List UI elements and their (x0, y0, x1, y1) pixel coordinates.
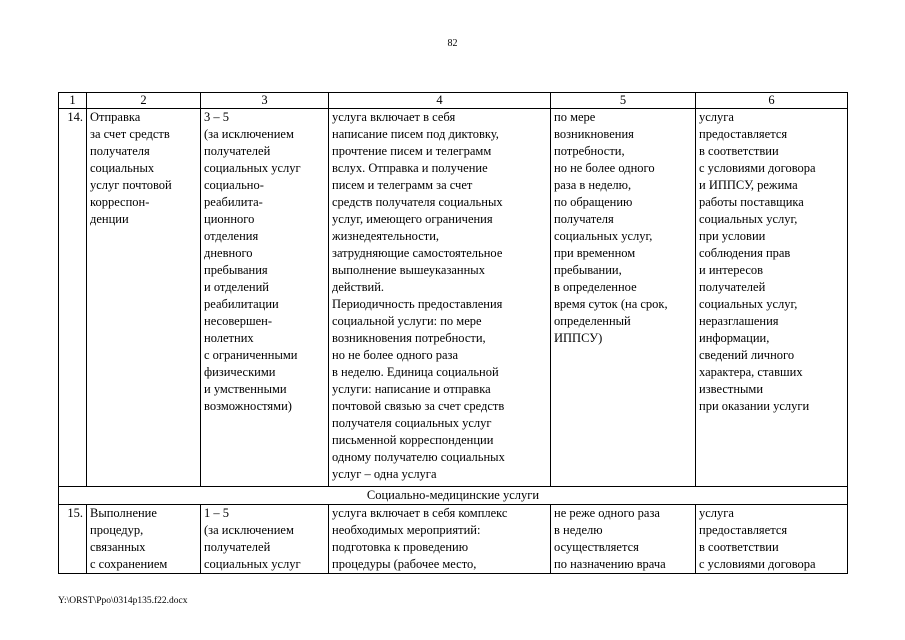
header-cell: 4 (329, 93, 551, 109)
header-cell: 1 (59, 93, 87, 109)
cell-line: социально- (204, 178, 264, 192)
cell-line: по обращению (554, 195, 633, 209)
cell-line: предоставляется (699, 523, 788, 537)
cell-line: нолетних (204, 331, 254, 345)
cell-line: пребывания (204, 263, 268, 277)
cell-line: получателя социальных услуг (332, 416, 492, 430)
cell-line: действий. (332, 280, 385, 294)
cell-line: раза в неделю, (554, 178, 632, 192)
page-number: 82 (447, 38, 458, 49)
cell-line: и интересов (699, 263, 764, 277)
cell-line: написание писем под диктовку, (332, 127, 499, 141)
cell-line: получателя (554, 212, 614, 226)
cell-line: 1 – 5 (204, 506, 229, 520)
cell-line: ционного (204, 212, 255, 226)
cell-line: дневного (204, 246, 253, 260)
cell-line: возникновения (554, 127, 634, 141)
cell-line: информации, (699, 331, 770, 345)
cell-line: неразглашения (699, 314, 779, 328)
cell-line: социальных услуг, (554, 229, 653, 243)
cell-line: пребывании, (554, 263, 622, 277)
cell-line: возможностями) (204, 399, 292, 413)
cell-line: письменной корреспонденции (332, 433, 494, 447)
cell-line: Периодичность предоставления (332, 297, 503, 311)
cell-line: получателя (90, 144, 150, 158)
groups-cell (201, 109, 329, 487)
cell-line: (за исключением (204, 127, 294, 141)
cell-line: но не более одного раза (332, 348, 458, 362)
cell-line: получателей (204, 144, 271, 158)
cell-line: процедуры (рабочее место, (332, 557, 477, 571)
file-path-footer: Y:\ORST\Ppo\0314p135.f22.docx (58, 596, 188, 606)
cell-line: реабилита- (204, 195, 263, 209)
cell-line: получателей (699, 280, 766, 294)
cell-line: за счет средств (90, 127, 170, 141)
cell-line: соблюдения прав (699, 246, 791, 260)
header-cell: 2 (87, 93, 201, 109)
cell-line: услуга (699, 110, 734, 124)
cell-line: выполнение вышеуказанных (332, 263, 485, 277)
conditions-cell (696, 109, 848, 487)
header-cell: 6 (696, 93, 848, 109)
cell-line: процедур, (90, 523, 144, 537)
cell-line: и ИППСУ, режима (699, 178, 798, 192)
row-number: 15. (59, 505, 87, 574)
cell-line: несовершен- (204, 314, 272, 328)
cell-line: получателей (204, 540, 271, 554)
cell-line: в неделю. Единица социальной (332, 365, 499, 379)
section-row (59, 487, 848, 505)
cell-line: с сохранением (90, 557, 168, 571)
cell-line: связанных (90, 540, 146, 554)
cell-line: Отправка (90, 110, 141, 124)
cell-line: в соответствии (699, 540, 779, 554)
cell-line: но не более одного (554, 161, 655, 175)
cell-line: услуга включает в себя комплекс (332, 506, 508, 520)
cell-line: определенный (554, 314, 631, 328)
cell-line: по мере (554, 110, 596, 124)
cell-line: услуги: написание и отправка (332, 382, 491, 396)
groups-cell (201, 505, 329, 574)
cell-line: с условиями договора (699, 557, 816, 571)
cell-line: социальных услуг (204, 161, 301, 175)
cell-line: социальных (90, 161, 155, 175)
table-row (59, 505, 848, 574)
cell-line: социальных услуг, (699, 297, 798, 311)
cell-line: одному получателю социальных (332, 450, 505, 464)
cell-line: с условиями договора (699, 161, 816, 175)
cell-line: (за исключением (204, 523, 294, 537)
cell-line: жизнедеятельности, (332, 229, 440, 243)
cell-line: время суток (на срок, (554, 297, 668, 311)
cell-line: ИППСУ) (554, 331, 603, 345)
cell-line: в неделю (554, 523, 603, 537)
cell-line: подготовка к проведению (332, 540, 469, 554)
cell-line: писем и телеграмм за счет (332, 178, 473, 192)
frequency-cell (551, 505, 696, 574)
cell-line: необходимых мероприятий: (332, 523, 481, 537)
cell-line: услуг почтовой (90, 178, 172, 192)
cell-line: почтовой связью за счет средств (332, 399, 505, 413)
cell-line: социальных услуг (204, 557, 301, 571)
cell-line: работы поставщика (699, 195, 804, 209)
description-cell (329, 109, 551, 487)
cell-line: услуг – одна услуга (332, 467, 437, 481)
cell-line: денции (90, 212, 129, 226)
cell-line: в определенное (554, 280, 637, 294)
cell-line: вслух. Отправка и получение (332, 161, 488, 175)
cell-line: по назначению врача (554, 557, 666, 571)
cell-line: отделения (204, 229, 259, 243)
cell-line: и умственными (204, 382, 287, 396)
services-table (58, 92, 848, 574)
cell-line: прочтение писем и телеграмм (332, 144, 492, 158)
cell-line: социальных услуг, (699, 212, 798, 226)
description-cell (329, 505, 551, 574)
header-row (59, 93, 848, 109)
frequency-cell (551, 109, 696, 487)
cell-line: потребности, (554, 144, 625, 158)
conditions-cell (696, 505, 848, 574)
cell-line: услуга включает в себя (332, 110, 456, 124)
cell-line: в соответствии (699, 144, 779, 158)
cell-line: осуществляется (554, 540, 639, 554)
cell-line: при оказании услуги (699, 399, 810, 413)
cell-line: услуга (699, 506, 734, 520)
cell-line: при временном (554, 246, 636, 260)
header-cell: 3 (201, 93, 329, 109)
cell-line: 3 – 5 (204, 110, 229, 124)
cell-line: предоставляется (699, 127, 788, 141)
cell-line: затрудняющие самостоятельное (332, 246, 503, 260)
cell-line: корреспон- (90, 195, 150, 209)
cell-line: сведений личного (699, 348, 795, 362)
cell-line: средств получателя социальных (332, 195, 503, 209)
cell-line: известными (699, 382, 764, 396)
cell-line: физическими (204, 365, 276, 379)
row-number: 14. (59, 109, 87, 487)
service-name-cell (87, 505, 201, 574)
cell-line: не реже одного раза (554, 506, 660, 520)
table-row (59, 109, 848, 487)
cell-line: при условии (699, 229, 766, 243)
cell-line: характера, ставших (699, 365, 803, 379)
service-name-cell (87, 109, 201, 487)
section-title: Социально-медицинские услуги (59, 487, 848, 505)
cell-line: и отделений (204, 280, 269, 294)
cell-line: Выполнение (90, 506, 157, 520)
header-cell: 5 (551, 93, 696, 109)
cell-line: реабилитации (204, 297, 279, 311)
cell-line: возникновения потребности, (332, 331, 486, 345)
cell-line: с ограниченными (204, 348, 298, 362)
cell-line: социальной услуги: по мере (332, 314, 482, 328)
cell-line: услуг, имеющего ограничения (332, 212, 493, 226)
